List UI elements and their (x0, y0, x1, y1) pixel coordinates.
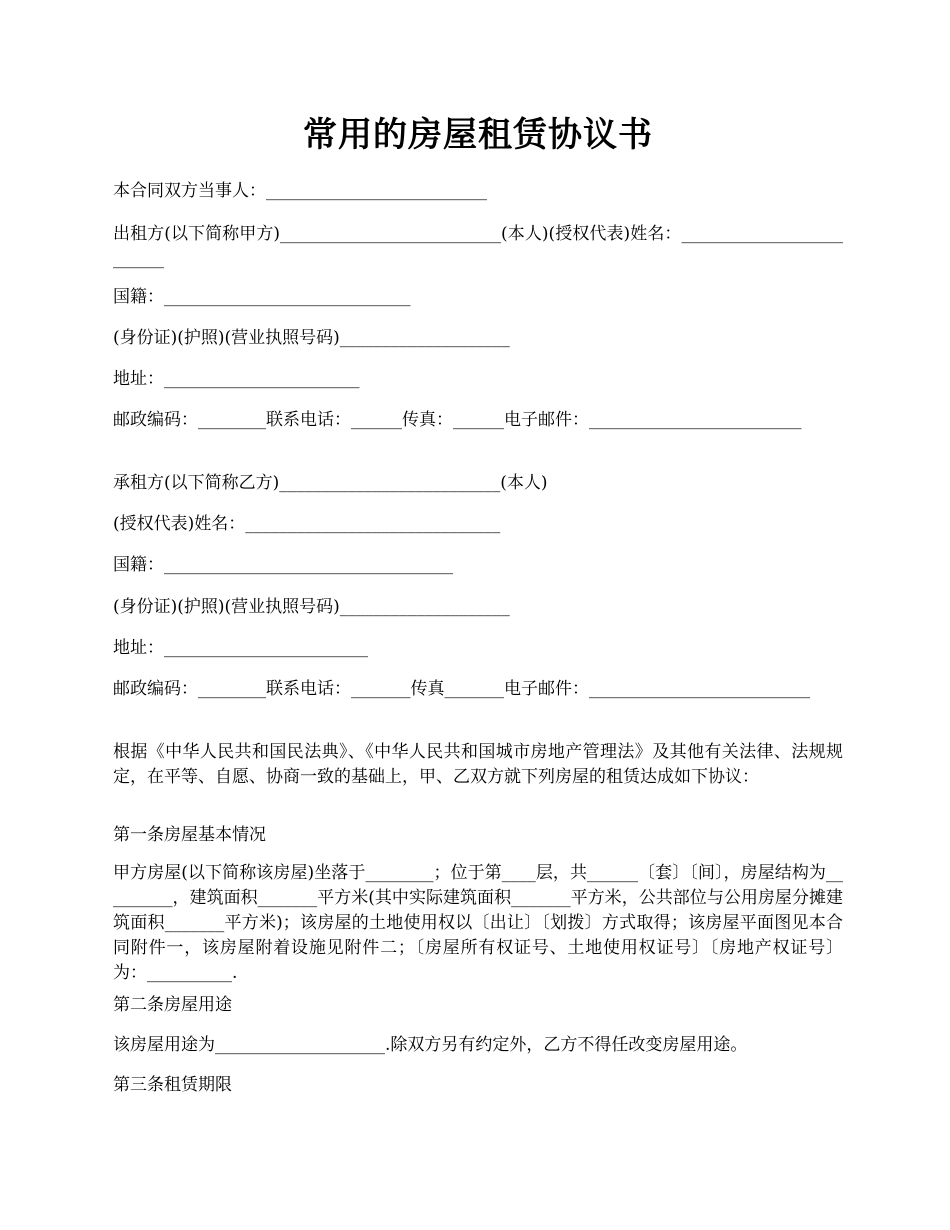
lessee-address: 地址：________________________ (113, 638, 368, 658)
lessee-contact: 邮政编码：________联系电话：_______传真_______电子邮件：__________________________ (113, 679, 810, 699)
lessee-nationality: 国籍：__________________________________ (113, 555, 453, 575)
legal-basis: 根据《中华人民共和国民法典》、《中华人民共和国城市房地产管理法》及其他有关法律、法规规定，在平等、自愿、协商一致的基础上，甲、乙双方就下列房屋的租赁达成如下协议： (113, 742, 843, 787)
lessor-address: 地址：_______________________ (113, 369, 360, 389)
lessor-nationality: 国籍：_____________________________ (113, 287, 411, 307)
lessor-line: 出租方(以下简称甲方)__________________________(本人)(授权代表)姓名：_________________________ (113, 224, 843, 269)
article-1-heading: 第一条房屋基本情况 (113, 825, 266, 845)
lessor-contact: 邮政编码：________联系电话：______传真：______电子邮件：_________________________ (113, 410, 802, 430)
article-2-body: 该房屋用途为____________________.除双方另有约定外，乙方不得任改变房屋用途。 (113, 1035, 748, 1055)
lessee-line: 承租方(以下简称乙方)__________________________(本人) (113, 473, 548, 493)
article-2-heading: 第二条房屋用途 (113, 995, 232, 1015)
article-1-body: 甲方房屋(以下简称该房屋)坐落于________；位于第____层，共______〔套〕〔间〕，房屋结构为_________，建筑面积_______平方米(其中实际建筑面积_______平方米，公共部位与公用房屋分摊建筑面积_______平方米)；该房屋的土地使用权以〔出让〕〔划拨〕方式取得；该房屋平面图见本合同附件一，该房屋附着设施见附件二；〔房屋所有权证号、土地使用权证号〕〔房地产权证号〕为：__________. (113, 863, 843, 983)
lessee-representative: (授权代表)姓名：______________________________ (113, 514, 501, 534)
article-3-heading: 第三条租赁期限 (113, 1075, 232, 1095)
lessee-id: (身份证)(护照)(营业执照号码)____________________ (113, 597, 510, 617)
parties-intro: 本合同双方当事人：__________________________ (113, 181, 487, 201)
document-title: 常用的房屋租赁协议书 (303, 115, 653, 155)
lessor-id: (身份证)(护照)(营业执照号码)____________________ (113, 328, 510, 348)
